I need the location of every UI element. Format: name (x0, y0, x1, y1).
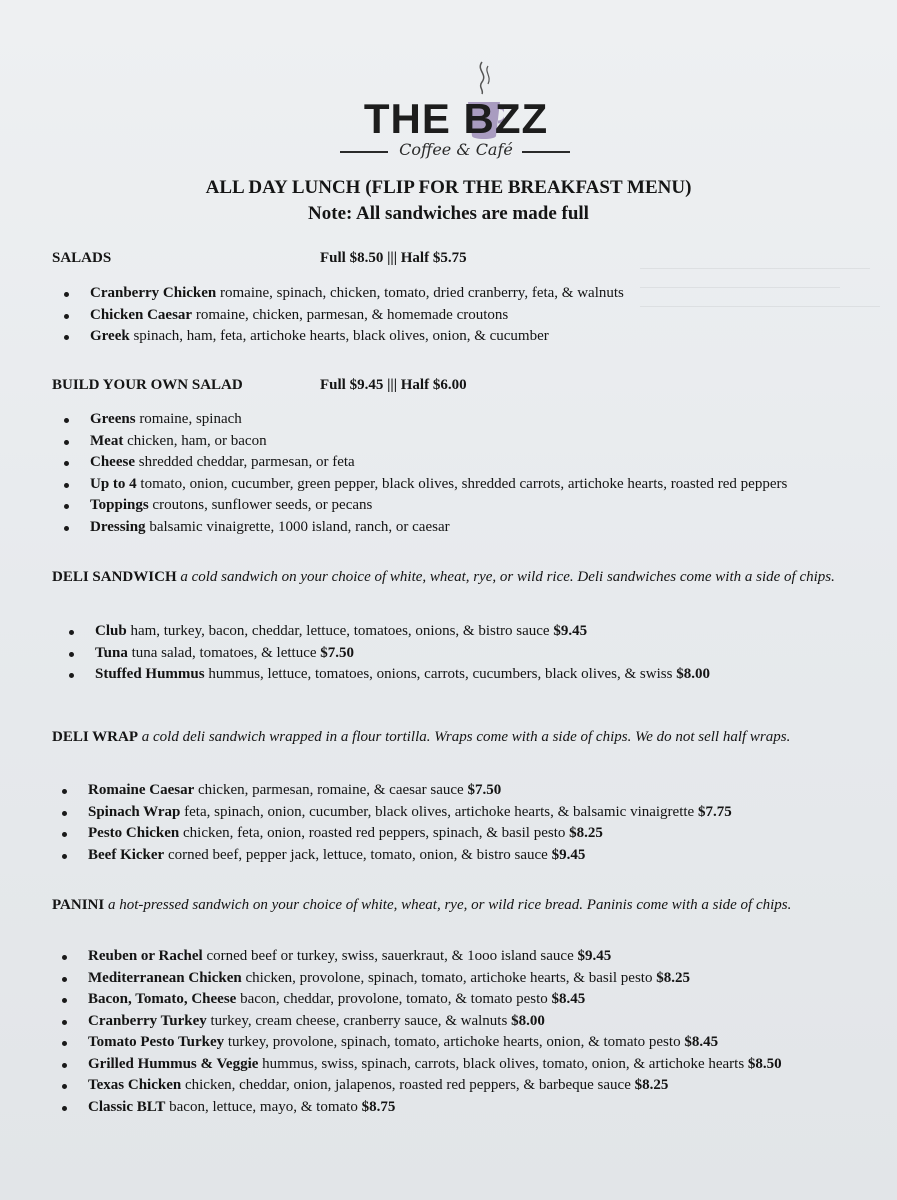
panini-intro (52, 895, 852, 916)
panini-list (88, 946, 782, 1118)
deli-wrap-title: DELI WRAP (52, 729, 138, 745)
build-salad-title: BUILD YOUR OWN SALAD (52, 377, 243, 393)
list-item: Greens romaine, spinach (90, 409, 787, 431)
list-item: Romaine Caesar chicken, parmesan, romaine, & caesar sauce $7.50 (88, 780, 732, 802)
list-item: Tomato Pesto Turkey turkey, provolone, spinach, tomato, artichoke hearts, onion, & tomato pesto $8.45 (88, 1032, 782, 1054)
list-item: Texas Chicken chicken, cheddar, onion, jalapenos, roasted red peppers, & barbeque sauce $8.25 (88, 1075, 782, 1097)
list-item: Dressing balsamic vinaigrette, 1000 island, ranch, or caesar (90, 517, 787, 539)
list-item: Cranberry Turkey turkey, cream cheese, cranberry sauce, & walnuts $8.00 (88, 1011, 782, 1033)
list-item: Cheese shredded cheddar, parmesan, or feta (90, 452, 787, 474)
list-item: Up to 4 tomato, onion, cucumber, green pepper, black olives, shredded carrots, artichoke hearts, roasted red peppers (90, 474, 787, 496)
deli-sandwich-title: DELI SANDWICH (52, 569, 177, 585)
list-item: Meat chicken, ham, or bacon (90, 431, 787, 453)
salads-title: SALADS (52, 250, 112, 266)
salads-price: Full $8.50 ||| Half $5.75 (320, 250, 467, 266)
list-item: Tuna tuna salad, tomatoes, & lettuce $7.50 (95, 643, 710, 665)
deli-sandwich-desc: a cold sandwich on your choice of white, wheat, rye, or wild rice. Deli sandwiches come with a side of chips. (180, 569, 835, 585)
cafe-logo (336, 60, 576, 170)
panini-title: PANINI (52, 897, 105, 913)
deli-sandwich-intro (52, 567, 852, 588)
deli-wrap-list (88, 780, 732, 866)
list-item: Beef Kicker corned beef, pepper jack, lettuce, tomato, onion, & bistro sauce $9.45 (88, 845, 732, 867)
list-item: Grilled Hummus & Veggie hummus, swiss, spinach, carrots, black olives, tomato, onion, & artichoke hearts $8.50 (88, 1054, 782, 1076)
deli-sandwich-list (95, 621, 710, 686)
menu-note: Note: All sandwiches are made full (308, 203, 589, 224)
list-item: Pesto Chicken chicken, feta, onion, roasted red peppers, spinach, & basil pesto $8.25 (88, 823, 732, 845)
list-item: Cranberry Chicken romaine, spinach, chicken, tomato, dried cranberry, feta, & walnuts (90, 283, 624, 305)
bleed-through-text (640, 250, 890, 370)
list-item: Chicken Caesar romaine, chicken, parmesan, & homemade croutons (90, 305, 624, 327)
logo-rule-right (522, 151, 570, 153)
deli-wrap-desc: a cold deli sandwich wrapped in a flour tortilla. Wraps come with a side of chips. We do not sell half wraps. (141, 729, 791, 745)
salads-list (90, 283, 624, 348)
list-item: Reuben or Rachel corned beef or turkey, swiss, sauerkraut, & 1ooo island sauce $9.45 (88, 946, 782, 968)
build-salad-list (90, 409, 787, 538)
list-item: Classic BLT bacon, lettuce, mayo, & tomato $8.75 (88, 1097, 782, 1119)
logo-title: THE BZZ (363, 95, 549, 142)
list-item: Bacon, Tomato, Cheese bacon, cheddar, provolone, tomato, & tomato pesto $8.45 (88, 989, 782, 1011)
logo-subtitle: Coffee & Café (399, 140, 513, 159)
list-item: Toppings croutons, sunflower seeds, or pecans (90, 495, 787, 517)
menu-heading: ALL DAY LUNCH (FLIP FOR THE BREAKFAST MENU) (205, 177, 692, 198)
build-salad-price: Full $9.45 ||| Half $6.00 (320, 377, 467, 393)
list-item: Mediterranean Chicken chicken, provolone, spinach, tomato, artichoke hearts, & basil pesto $8.25 (88, 968, 782, 990)
list-item: Spinach Wrap feta, spinach, onion, cucumber, black olives, artichoke hearts, & balsamic vinaigrette $7.75 (88, 802, 732, 824)
list-item: Club ham, turkey, bacon, cheddar, lettuce, tomatoes, onions, & bistro sauce $9.45 (95, 621, 710, 643)
deli-wrap-intro (52, 727, 852, 748)
list-item: Greek spinach, ham, feta, artichoke hearts, black olives, onion, & cucumber (90, 326, 624, 348)
list-item: Stuffed Hummus hummus, lettuce, tomatoes, onions, carrots, cucumbers, black olives, & swiss $8.00 (95, 664, 710, 686)
panini-desc: a hot-pressed sandwich on your choice of white, wheat, rye, or wild rice bread. Paninis come with a side of chips. (107, 897, 792, 913)
